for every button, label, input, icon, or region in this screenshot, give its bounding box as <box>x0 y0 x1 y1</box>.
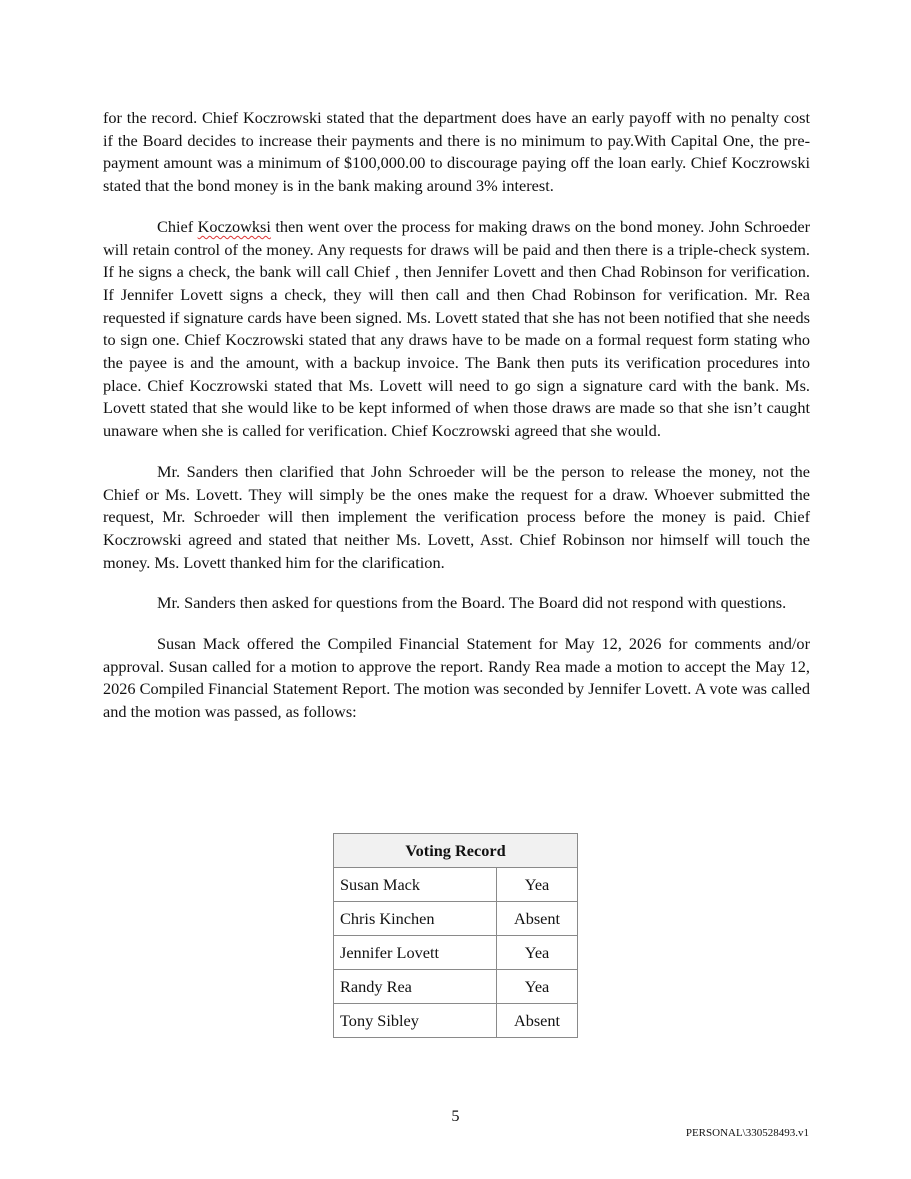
table-row <box>334 902 578 936</box>
paragraph-text: for the record. Chief Koczrowski stated that the department does have an early payoff with no penalty cost if the Board decides to increase their payments and there is no minimum to pay.With Capital One, the pre-payment amount was a minimum of $100,000.00 to discourage paying off the loan early. Chief Koczrowski stated that the bond money is in the bank making around 3% interest. <box>103 108 810 196</box>
paragraph-text: Mr. Sanders then asked for questions from the Board. The Board did not respond with questions. <box>157 593 787 613</box>
voting-record-title: Voting Record <box>334 834 578 868</box>
paragraph-board-questions <box>103 592 810 615</box>
table-row <box>334 868 578 902</box>
voting-record-table <box>333 833 578 1038</box>
paragraph-text: then went over the process for making draws on the bond money. John Schroeder will retain control of the money. Any requests for draws will be paid and then there is a triple-check system. If he signs a check, the bank will call Chief , then Jennifer Lovett and then Chad Robinson for verification. If Jennifer Lovett signs a check, they will then call and then Chad Robinson for verification. Mr. Rea requested if signature cards have been signed. Ms. Lovett stated that she has not been notified that she needs to sign one. Chief Koczrowski stated that any draws have to be made on a formal request form stating who the payee is and the amount, with a backup invoice. The Bank then puts its verification procedures into place. Chief Koczrowski stated that Ms. Lovett will need to go sign a signature card with the bank. Ms. Lovett stated that she would like to be kept informed of when those draws are made so that she isn’t caught unaware when she is called for verification. Chief Koczrowski agreed that she would. <box>103 216 810 441</box>
paragraph-payoff <box>103 107 810 198</box>
voter-name: Randy Rea <box>334 970 497 1004</box>
document-id: PERSONAL\330528493.v1 <box>685 1127 809 1139</box>
table-row <box>334 970 578 1004</box>
voter-name: Chris Kinchen <box>334 902 497 936</box>
paragraph-draw-process <box>103 216 810 443</box>
paragraph-text: Chief <box>157 216 198 236</box>
voting-record-header-row <box>334 834 578 868</box>
voter-name: Jennifer Lovett <box>334 936 497 970</box>
voter-name: Susan Mack <box>334 868 497 902</box>
page-number: 5 <box>451 1106 460 1125</box>
table-row <box>334 936 578 970</box>
table-row <box>334 1004 578 1038</box>
vote-value: Yea <box>497 970 578 1004</box>
vote-value: Yea <box>497 868 578 902</box>
vote-value: Absent <box>497 1004 578 1038</box>
paragraph-financial-statement <box>103 633 810 724</box>
document-body <box>103 107 810 742</box>
paragraph-text: Susan Mack offered the Compiled Financial Statement for May 12, 2026 for comments and/or approval. Susan called for a motion to approve the report. Randy Rea made a motion to accept the May 12, 2026 Compiled Financial Statement Report. The motion was seconded by Jennifer Lovett. A vote was called and the motion was passed, as follows: <box>103 634 810 722</box>
voter-name: Tony Sibley <box>334 1004 497 1038</box>
paragraph-clarification <box>103 461 810 575</box>
spelling-flagged-word[interactable]: Koczowksi <box>197 216 271 236</box>
vote-value: Absent <box>497 902 578 936</box>
paragraph-text: Mr. Sanders then clarified that John Schroeder will be the person to release the money, not the Chief or Ms. Lovett. They will simply be the ones make the request for a draw. Whoever submitted the request, Mr. Schroeder will then implement the verification process before the money is paid. Chief Koczrowski agreed and stated that neither Ms. Lovett, Asst. Chief Robinson nor himself will touch the money. Ms. Lovett thanked him for the clarification. <box>103 461 810 572</box>
vote-value: Yea <box>497 936 578 970</box>
